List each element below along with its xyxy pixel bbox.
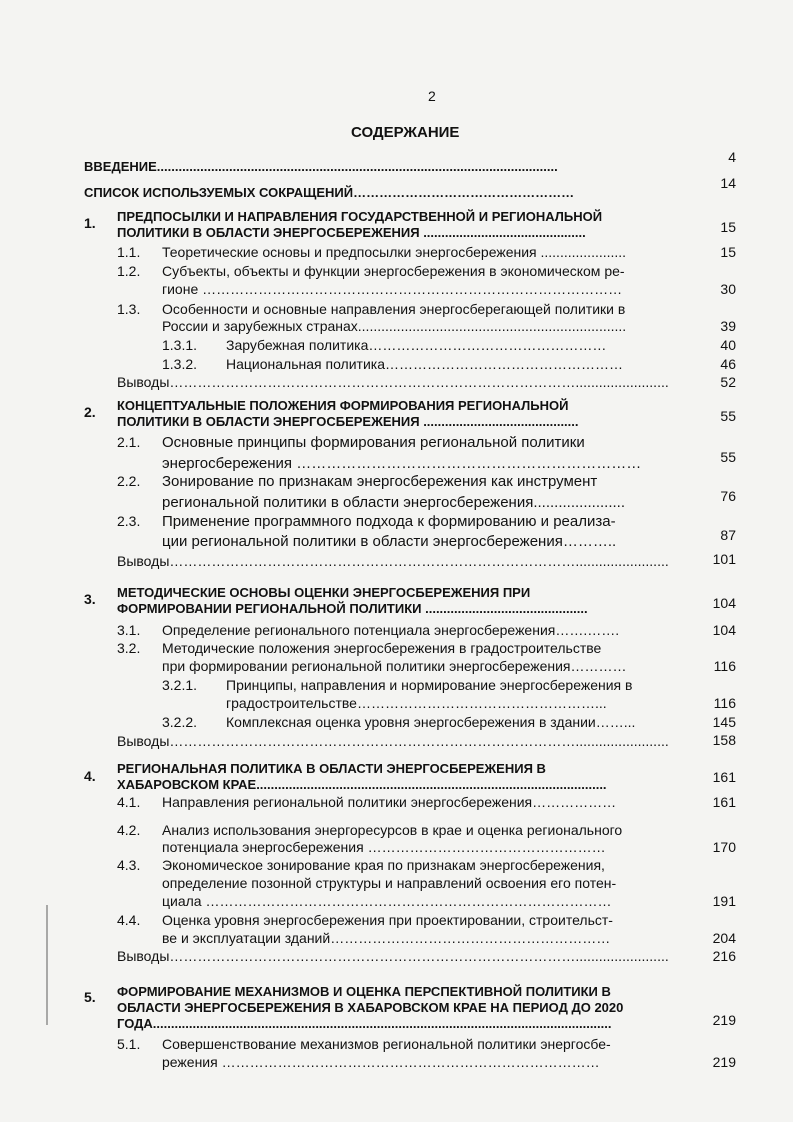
toc-entry-number: 3.2. <box>117 640 141 656</box>
toc-page-number: 76 <box>720 488 736 504</box>
toc-entry-text: ФОРМИРОВАНИЕ МЕХАНИЗМОВ И ОЦЕНКА ПЕРСПЕКТИВНОЙ ПОЛИТИКИ В <box>117 984 611 999</box>
toc-entry-text: ПОЛИТИКИ В ОБЛАСТИ ЭНЕРГОСБЕРЕЖЕНИЯ ............................................. <box>117 225 586 240</box>
toc-entry-text: при формировании региональной политики энергосбережения………… <box>162 658 627 674</box>
toc-entry-text: Выводы……………………………………………………………………………........................ <box>117 733 669 749</box>
toc-entry-number: 1.1. <box>117 244 141 260</box>
toc-entry-text: РЕГИОНАЛЬНАЯ ПОЛИТИКА В ОБЛАСТИ ЭНЕРГОСБЕРЕЖЕНИЯ В <box>117 761 546 776</box>
toc-page-number: 39 <box>720 318 736 334</box>
toc-entry-number: 3.2.1. <box>162 677 198 693</box>
toc-entry-number: 2.1. <box>117 434 141 450</box>
toc-entry-text: Субъекты, объекты и функции энергосбережения в экономическом ре- <box>162 263 625 279</box>
toc-page-number: 116 <box>713 658 736 674</box>
toc-entry-text: ГОДА............................................................................................................................... <box>117 1016 612 1031</box>
toc-entry-text: потенциала энергосбережения …………………………………………… <box>162 839 606 855</box>
toc-page-number: 15 <box>720 219 736 235</box>
toc-entry-text: режения ……………………………………………………………………… <box>162 1054 600 1070</box>
toc-entry-number: 4.4. <box>117 912 141 928</box>
toc-entry-text: Особенности и основные направления энергосберегающей политики в <box>162 301 626 317</box>
toc-page-number: 87 <box>720 527 736 543</box>
toc-entry-text: Направления региональной политики энергосбережения……………… <box>162 794 617 810</box>
toc-entry-number: 1.3.1. <box>162 337 198 353</box>
toc-page-number: 191 <box>712 893 736 909</box>
toc-entry-number: 4.2. <box>117 822 141 838</box>
toc-page-number: 158 <box>712 732 736 748</box>
toc-page-number: 145 <box>712 714 736 730</box>
scan-margin-mark <box>46 905 48 1025</box>
toc-entry-text: ХАБАРОВСКОМ КРАЕ................................................................................................. <box>117 777 607 792</box>
toc-page-number: 104 <box>712 622 736 638</box>
toc-entry-text: ОБЛАСТИ ЭНЕРГОСБЕРЕЖЕНИЯ В ХАБАРОВСКОМ КРАЕ НА ПЕРИОД ДО 2020 <box>117 1000 624 1015</box>
toc-entry-number: 3.1. <box>117 622 141 638</box>
toc-entry-number: 2.2. <box>117 473 141 489</box>
toc-entry-number: 4.1. <box>117 794 141 810</box>
toc-entry-text: Зонирование по признакам энергосбережения как инструмент <box>162 473 598 490</box>
toc-page-number: 15 <box>720 244 736 260</box>
toc-entry-text: Методические положения энергосбережения в градостроительстве <box>162 640 602 656</box>
toc-entry-text: региональной политики в области энергосбережения...................... <box>162 494 626 511</box>
toc-entry-text: градостроительстве……………………………………………... <box>226 695 607 711</box>
toc-entry-text: Анализ использования энергоресурсов в крае и оценка регионального <box>162 822 623 838</box>
toc-entry-text: Принципы, направления и нормирование энергосбережения в <box>226 677 633 693</box>
toc-entry-text: гионе ……………………………………………………………………………… <box>162 281 623 297</box>
toc-entry-number: 1.3. <box>117 301 141 317</box>
toc-entry-number: 1.2. <box>117 263 141 279</box>
toc-entry-text: Оценка уровня энергосбережения при проектировании, строительст- <box>162 912 613 928</box>
toc-page-number: 55 <box>720 408 736 424</box>
toc-entry-number: 2. <box>84 404 96 420</box>
toc-entry-text: России и зарубежных странах..................................................................... <box>162 318 627 334</box>
toc-page-number: 55 <box>720 449 736 465</box>
toc-entry-text: Совершенствование механизмов региональной политики энергосбе- <box>162 1036 611 1052</box>
toc-entry-text: КОНЦЕПТУАЛЬНЫЕ ПОЛОЖЕНИЯ ФОРМИРОВАНИЯ РЕГИОНАЛЬНОЙ <box>117 398 569 413</box>
toc-page-number: 40 <box>720 337 736 353</box>
toc-entry-text: Зарубежная политика…………………………………………… <box>226 337 607 353</box>
toc-entry-text: Выводы……………………………………………………………………………........................ <box>117 374 669 390</box>
toc-entry-text: ве и эксплуатации зданий…………………………………………………… <box>162 930 611 946</box>
toc-entry-text: Экономическое зонирование края по признакам энергосбережения, <box>162 857 605 873</box>
toc-page-number: 116 <box>713 695 736 711</box>
toc-entry-number: 1.3.2. <box>162 356 198 372</box>
toc-page-number: 46 <box>720 356 736 372</box>
toc-heading: СОДЕРЖАНИЕ <box>351 124 460 141</box>
toc-entry-text: циала …………………………………………………………………………… <box>162 893 612 909</box>
page-number: 2 <box>428 88 436 104</box>
toc-entry-text: Определение регионального потенциала энергосбережения…….……. <box>162 622 620 638</box>
toc-page-number: 30 <box>720 281 736 297</box>
toc-page-number: 101 <box>712 551 736 567</box>
toc-page-number: 219 <box>712 1012 736 1028</box>
toc-entry-number: 3. <box>84 591 96 607</box>
toc-entry-text: определение позонной структуры и направлений освоения его потен- <box>162 875 617 891</box>
toc-entry-text: ФОРМИРОВАНИИ РЕГИОНАЛЬНОЙ ПОЛИТИКИ ............................................. <box>117 601 588 616</box>
toc-page-number: 170 <box>712 839 736 855</box>
toc-page-number: 52 <box>720 374 736 390</box>
toc-entry-text: Комплексная оценка уровня энергосбережения в здании……... <box>226 714 636 730</box>
toc-entry-text: СПИСОК ИСПОЛЬЗУЕМЫХ СОКРАЩЕНИЙ…………………………………………… <box>84 185 575 200</box>
toc-page-number: 161 <box>712 769 736 785</box>
toc-page-number: 204 <box>712 930 736 946</box>
toc-entry-number: 1. <box>84 215 96 231</box>
toc-entry-text: МЕТОДИЧЕСКИЕ ОСНОВЫ ОЦЕНКИ ЭНЕРГОСБЕРЕЖЕНИЯ ПРИ <box>117 585 531 600</box>
toc-entry-number: 3.2.2. <box>162 714 198 730</box>
toc-entry-number: 5. <box>84 989 96 1005</box>
toc-entry-text: Основные принципы формирования региональной политики <box>162 434 585 451</box>
toc-page-number: 14 <box>720 175 736 191</box>
toc-entry-number: 2.3. <box>117 513 141 529</box>
toc-entry-number: 4.3. <box>117 857 141 873</box>
toc-entry-number: 5.1. <box>117 1036 141 1052</box>
toc-page-number: 219 <box>712 1054 736 1070</box>
toc-entry-text: ции региональной политики в области энергосбережения……….. <box>162 533 617 550</box>
toc-page-number: 104 <box>712 595 736 611</box>
toc-entry-text: Выводы……………………………………………………………………………........................ <box>117 553 669 569</box>
toc-entry-text: энергосбережения …………………………………………………………… <box>162 455 642 472</box>
toc-page-number: 216 <box>712 948 736 964</box>
toc-page-number: 4 <box>728 149 736 165</box>
toc-page-number: 161 <box>712 794 736 810</box>
toc-entry-text: ПОЛИТИКИ В ОБЛАСТИ ЭНЕРГОСБЕРЕЖЕНИЯ ........................................... <box>117 414 579 429</box>
toc-entry-text: ПРЕДПОСЫЛКИ И НАПРАВЛЕНИЯ ГОСУДАРСТВЕННОЙ И РЕГИОНАЛЬНОЙ <box>117 209 603 224</box>
toc-entry-text: Выводы……………………………………………………………………………........................ <box>117 948 669 964</box>
toc-entry-number: 4. <box>84 768 96 784</box>
toc-entry-text: Теоретические основы и предпосылки энергосбережения ...................... <box>162 244 627 260</box>
toc-entry-text: Национальная политика…………………………………………… <box>226 356 623 372</box>
toc-entry-text: Применение программного подхода к формированию и реализа- <box>162 513 616 530</box>
toc-entry-text: ВВЕДЕНИЕ............................................................................................................... <box>84 159 558 174</box>
